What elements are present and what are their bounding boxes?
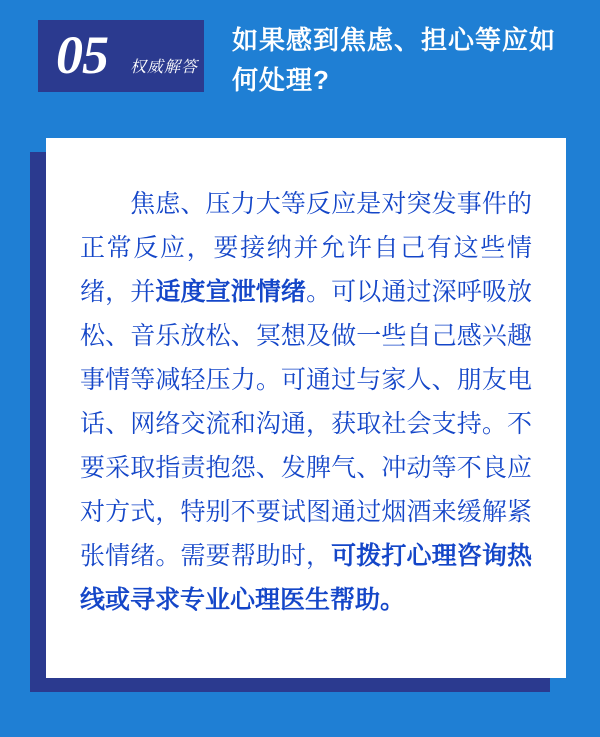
content-card	[46, 138, 566, 678]
paragraph-emphasis: 可拨打心理咨询热线或寻求专业心理医生帮助。	[80, 542, 532, 614]
paragraph-text: 焦虑、压力大等反应是对突发事件的正常反应，要接纳并允许自己有这些情绪，并	[80, 190, 532, 306]
page-title: 如果感到焦虑、担心等应如何处理?	[232, 25, 557, 95]
poster-header	[0, 0, 600, 118]
badge-number: 05	[56, 25, 108, 85]
badge-subtitle: 权威解答	[130, 59, 199, 76]
section-number-badge	[38, 20, 204, 92]
card-paragraph	[80, 182, 532, 622]
paragraph-text: 。可以通过深呼吸放松、音乐放松、冥想及做一些自己感兴趣事情等减轻压力。可通过与家人、朋友电话、网络交流和沟通，获取社会支持。不要采取指责抱怨、发脾气、冲动等不良应对方式，特别不要试图通过烟酒来缓解紧张情绪。需要帮助时，	[80, 278, 532, 570]
paragraph-emphasis: 适度宣泄情绪	[155, 278, 307, 306]
